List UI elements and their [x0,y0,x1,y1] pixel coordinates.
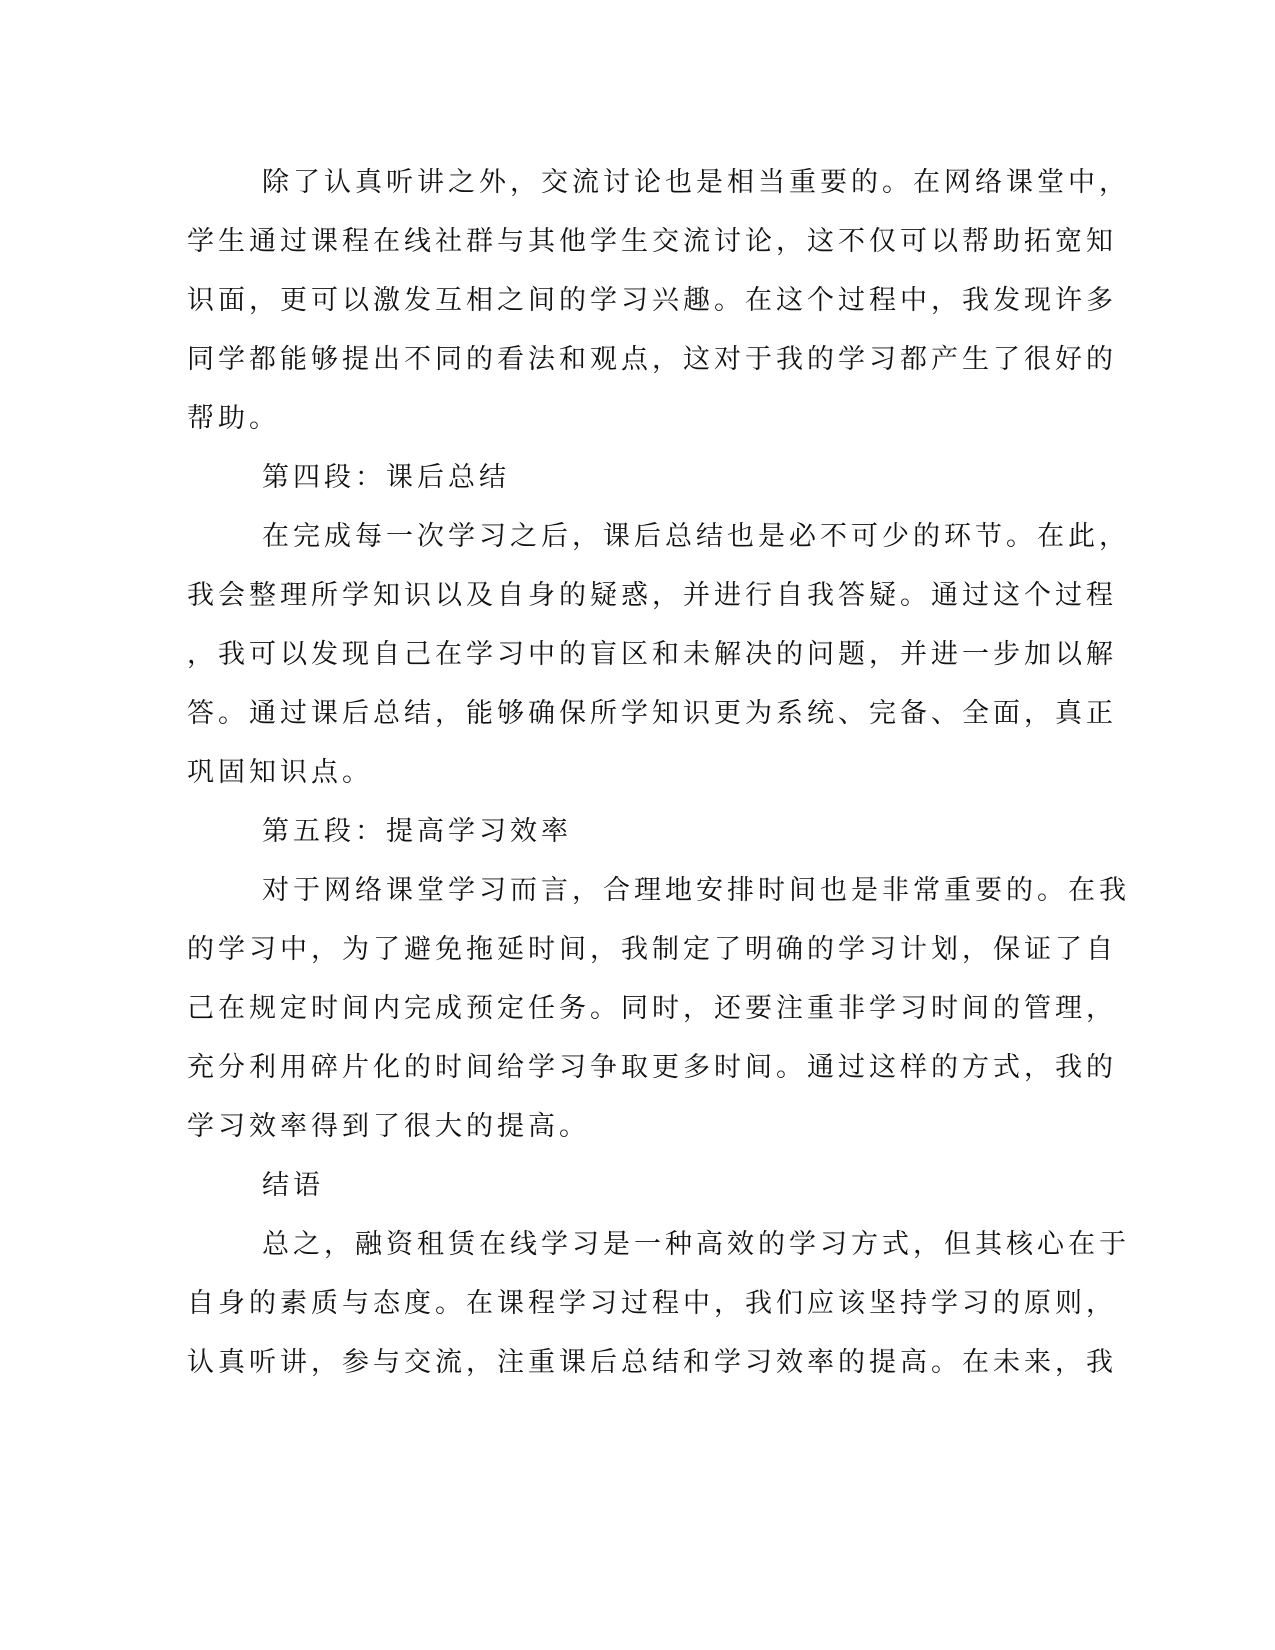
paragraph-4-line-1: 在完成每一次学习之后，课后总结也是必不可少的环节。在此， [262,521,1130,552]
paragraph-5-line-3: 己在规定时间内完成预定任务。同时，还要注重非学习时间的管理， [187,993,1117,1024]
paragraph-3-line-4: 同学都能够提出不同的看法和观点，这对于我的学习都产生了很好的 [187,344,1117,375]
paragraph-5-line-4: 充分利用碎片化的时间给学习争取更多时间。通过这样的方式，我的 [187,1052,1117,1083]
paragraph-3-line-3: 识面，更可以激发互相之间的学习兴趣。在这个过程中，我发现许多 [187,285,1117,316]
paragraph-5-line-5: 学习效率得到了很大的提高。 [187,1111,590,1142]
paragraph-3-line-1: 除了认真听讲之外，交流讨论也是相当重要的。在网络课堂中， [262,167,1130,198]
conclusion-line-1: 总之，融资租赁在线学习是一种高效的学习方式，但其核心在于 [262,1229,1130,1260]
conclusion-line-2: 自身的素质与态度。在课程学习过程中，我们应该坚持学习的原则， [187,1288,1117,1319]
paragraph-4-line-5: 巩固知识点。 [187,757,373,788]
section-heading-conclusion: 结语 [262,1170,324,1201]
paragraph-4-line-3: ，我可以发现自己在学习中的盲区和未解决的问题，并进一步加以解 [187,639,1117,670]
paragraph-3-line-5: 帮助。 [187,403,280,434]
section-heading-5: 第五段：提高学习效率 [262,816,572,847]
paragraph-3-line-2: 学生通过课程在线社群与其他学生交流讨论，这不仅可以帮助拓宽知 [187,226,1117,257]
paragraph-5-line-2: 的学习中，为了避免拖延时间，我制定了明确的学习计划，保证了自 [187,934,1117,965]
paragraph-5-line-1: 对于网络课堂学习而言，合理地安排时间也是非常重要的。在我 [262,875,1130,906]
paragraph-4-line-2: 我会整理所学知识以及自身的疑惑，并进行自我答疑。通过这个过程 [187,580,1117,611]
section-heading-4: 第四段：课后总结 [262,462,510,493]
conclusion-line-3: 认真听讲，参与交流，注重课后总结和学习效率的提高。在未来，我 [187,1347,1117,1378]
paragraph-4-line-4: 答。通过课后总结，能够确保所学知识更为系统、完备、全面，真正 [187,698,1117,729]
